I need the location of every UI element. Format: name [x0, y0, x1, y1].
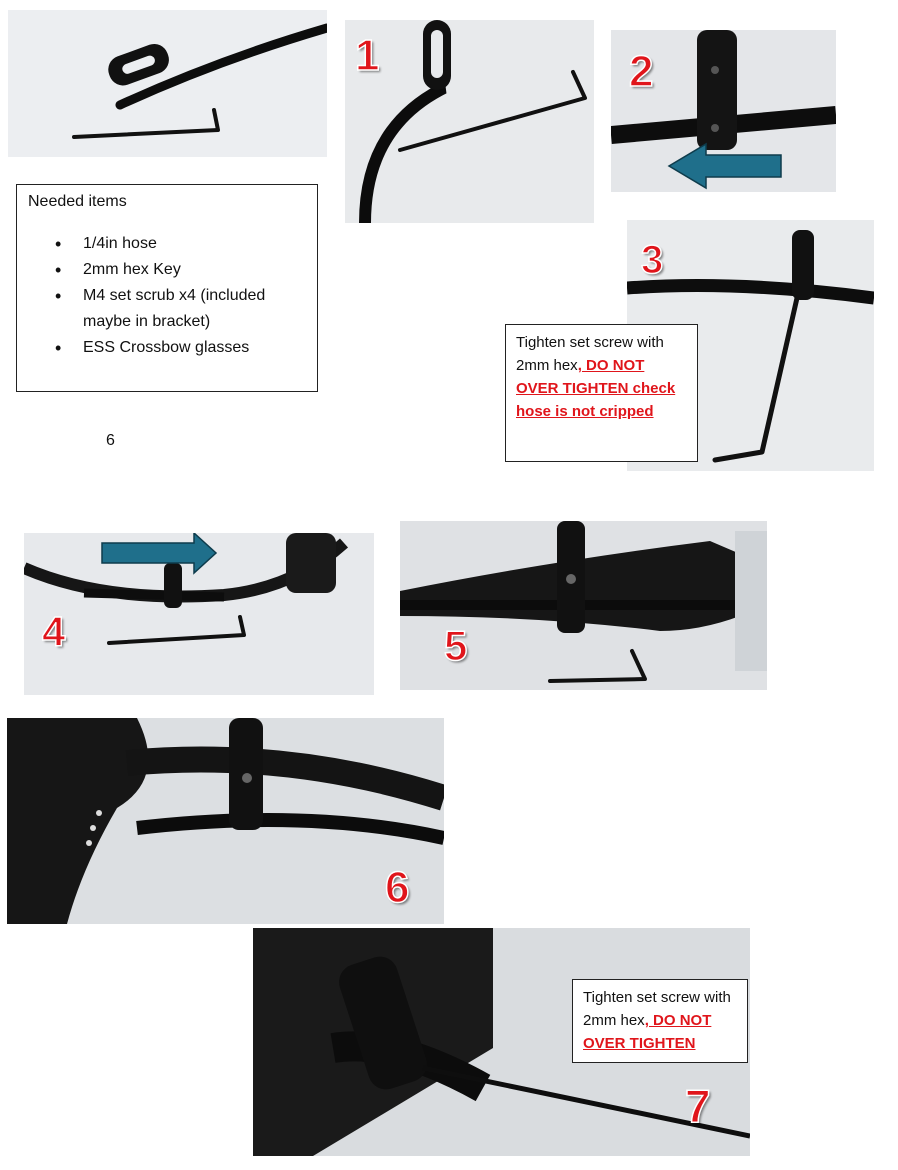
step-number: 3 — [641, 238, 664, 282]
note-warning: , DO NOT OVER TIGHTEN — [583, 1012, 712, 1052]
step-number: 1 — [355, 31, 380, 80]
photo-parts — [8, 10, 327, 157]
photo-step-4 — [24, 533, 374, 695]
note-step-3 — [505, 324, 698, 462]
needed-items-list — [55, 231, 313, 361]
needed-items-title: Needed items — [28, 193, 127, 210]
list-item: • M4 set scrub x4 (included maybe in bracket) — [55, 283, 313, 335]
needed-items-box — [16, 184, 318, 392]
note-text: Tighten set screw with 2mm hex — [583, 989, 731, 1029]
photo-step-1 — [345, 20, 594, 223]
step-number: 7 — [685, 1080, 711, 1132]
step-number: 5 — [444, 622, 468, 669]
note-warning: , DO NOT OVER TIGHTEN check hose is not cripped — [516, 357, 676, 420]
list-item: • 2mm hex Key — [55, 257, 313, 283]
photo-step-6 — [7, 718, 444, 924]
note-text: Tighten set screw with 2mm hex — [516, 334, 664, 374]
step-number: 4 — [42, 608, 66, 655]
list-item: • ESS Crossbow glasses — [55, 335, 313, 361]
photo-step-2 — [611, 30, 836, 192]
step-number: 6 — [385, 863, 410, 912]
photo-step-5 — [400, 521, 767, 690]
page-number: 6 — [106, 432, 115, 449]
note-step-7 — [572, 979, 748, 1063]
list-item: • 1/4in hose — [55, 231, 313, 257]
step-number: 2 — [629, 47, 654, 96]
